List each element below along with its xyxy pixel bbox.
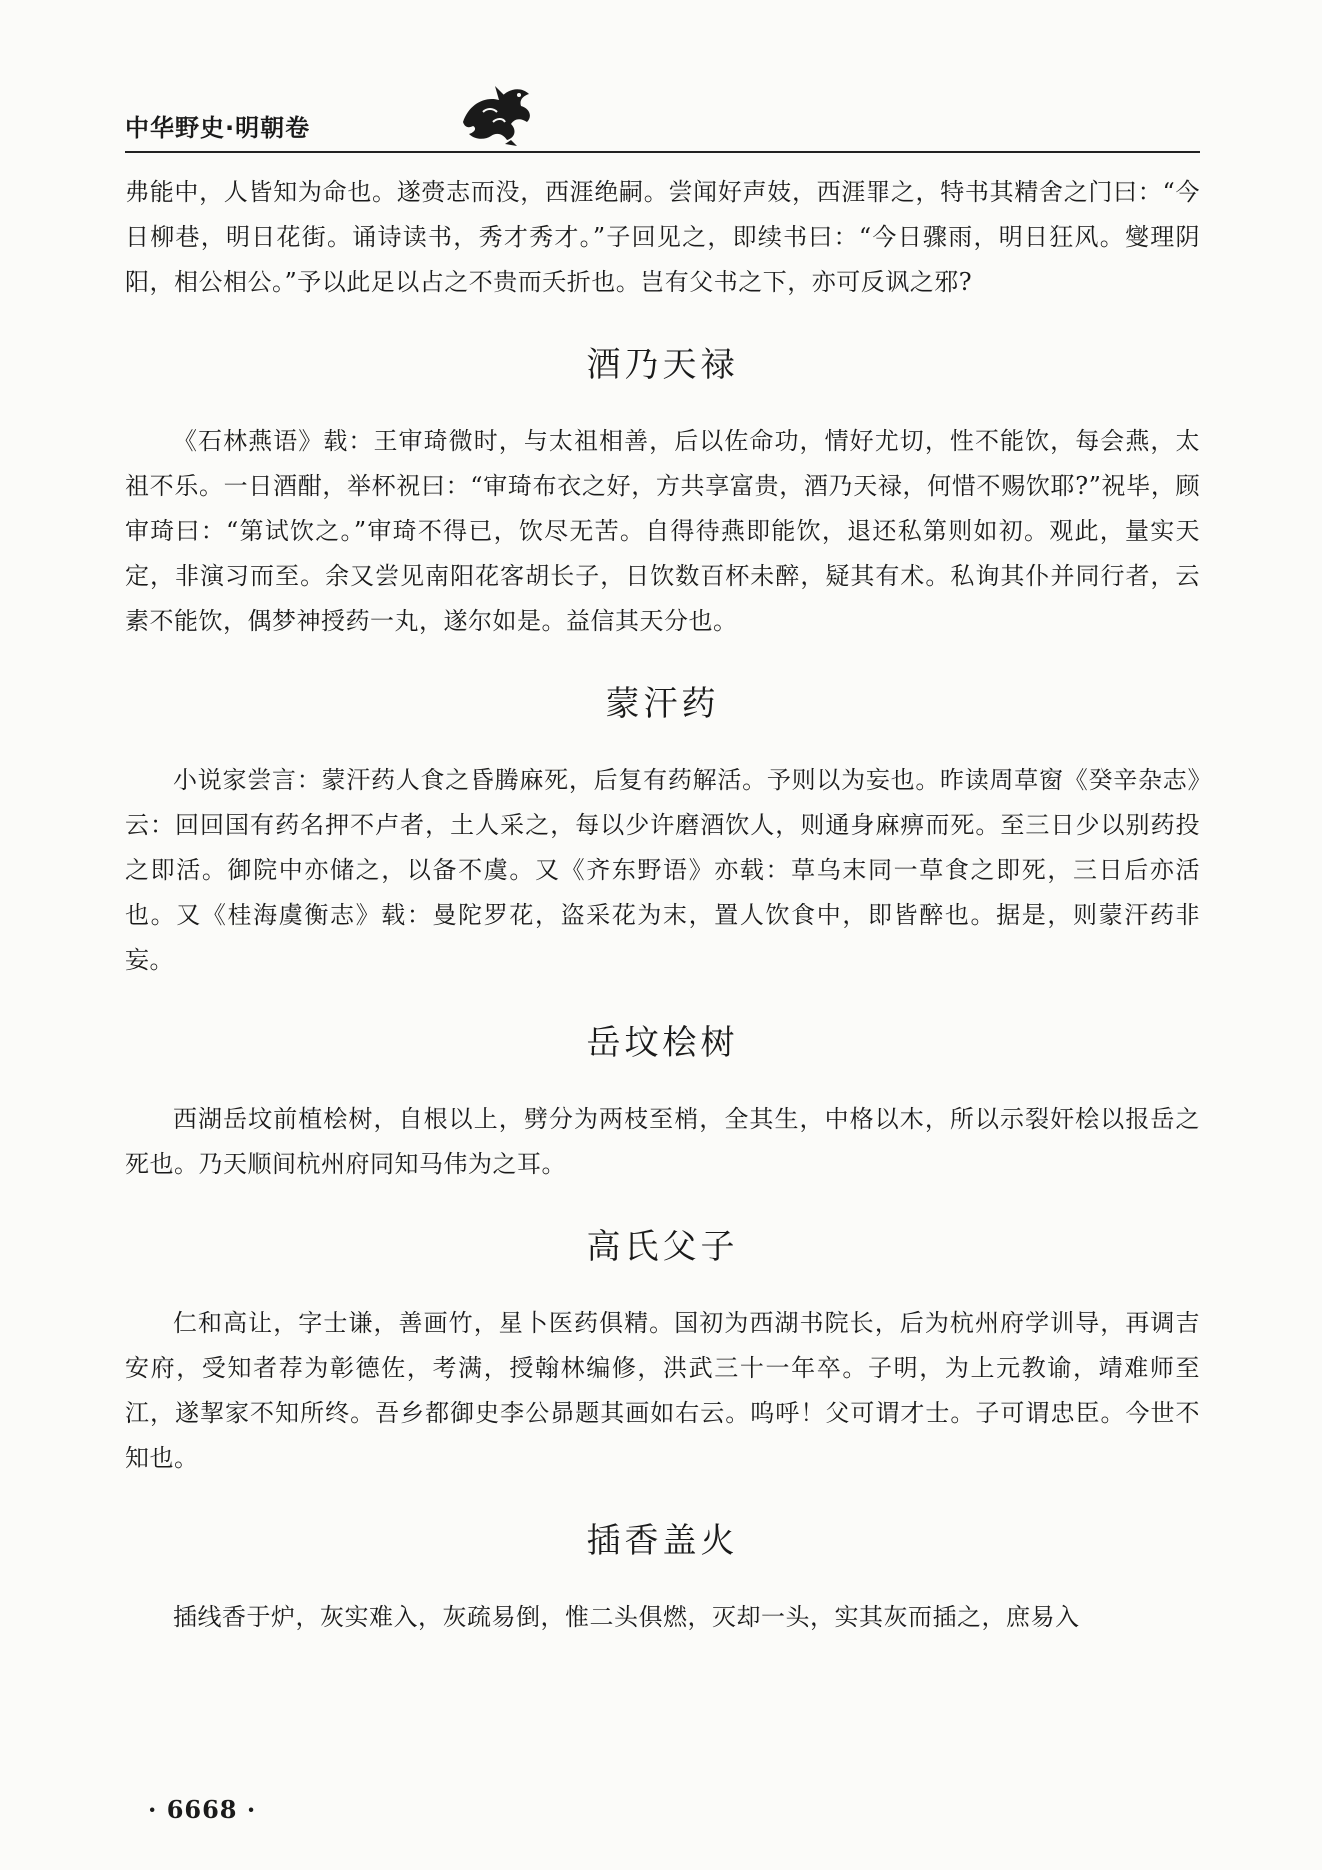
page-number: · 6668 ·	[148, 1795, 257, 1824]
book-title: 中华野史·明朝卷	[125, 114, 311, 142]
section-title: 岳坟桧树	[586, 1023, 739, 1063]
section-4	[125, 1223, 1200, 1481]
section-3	[125, 1019, 1200, 1187]
section-text: 小说家尝言：蒙汗药人食之昏腾麻死，后复有药解活。予则以为妄也。昨读周草窗《癸辛杂志》云：回回国有药名押不卢者，土人采之，每以少许磨酒饮人，则通身麻痹而死。至三日少以别药投之即活。御院中亦储之，以备不虞。又《齐东野语》亦载：草乌末同一草食之即死，三日后亦活也。又《桂海虞衡志》载：曼陀罗花，盗采花为末，置人饮食中，即皆醉也。据是，则蒙汗药非妄。	[125, 766, 1200, 974]
dragon-emblem-icon	[455, 78, 537, 148]
section-title: 高氏父子	[586, 1227, 739, 1267]
section-title: 蒙汗药	[605, 684, 720, 724]
section-1	[125, 341, 1200, 644]
section-text: 插线香于炉，灰实难入，灰疏易倒，惟二头俱燃，灭却一头，实其灰而插之，庶易入	[173, 1603, 1080, 1631]
opening-paragraph: 弗能中，人皆知为命也。遂赍志而没，西涯绝嗣。尝闻好声妓，西涯罪之，特书其精舍之门曰：“今日柳巷，明日花街。诵诗读书，秀才秀才。”子回见之，即续书曰：“今日骤雨，明日狂风。燮理阴阳，相公相公。”予以此足以占之不贵而夭折也。岂有父书之下，亦可反讽之邪?	[125, 178, 1200, 296]
section-title: 酒乃天禄	[586, 345, 739, 385]
page-header	[125, 78, 1200, 158]
page-content	[125, 170, 1200, 1640]
section-text: 《石林燕语》载：王审琦微时，与太祖相善，后以佐命功，情好尤切，性不能饮，每会燕，太祖不乐。一日酒酣，举杯祝曰：“审琦布衣之好，方共享富贵，酒乃天禄，何惜不赐饮耶?”祝毕，顾审琦曰：“第试饮之。”审琦不得已，饮尽无苦。自得待燕即能饮，退还私第则如初。观此，量实天定，非演习而至。余又尝见南阳花客胡长子，日饮数百杯未醉，疑其有术。私询其仆并同行者，云素不能饮，偶梦神授药一丸，遂尔如是。益信其天分也。	[125, 427, 1200, 635]
header-rule	[125, 151, 1200, 153]
section-2	[125, 680, 1200, 983]
section-text: 仁和高让，字士谦，善画竹，星卜医药俱精。国初为西湖书院长，后为杭州府学训导，再调吉安府，受知者荐为彰德佐，考满，授翰林编修，洪武三十一年卒。子明，为上元教谕，靖难师至江，遂挈家不知所终。吾乡都御史李公昴题其画如右云。呜呼！父可谓才士。子可谓忠臣。今世不知也。	[125, 1309, 1200, 1472]
section-5	[125, 1517, 1200, 1640]
section-title: 插香盖火	[586, 1521, 739, 1561]
section-text: 西湖岳坟前植桧树，自根以上，劈分为两枝至梢，全其生，中格以木，所以示裂奸桧以报岳之死也。乃天顺间杭州府同知马伟为之耳。	[125, 1105, 1200, 1178]
